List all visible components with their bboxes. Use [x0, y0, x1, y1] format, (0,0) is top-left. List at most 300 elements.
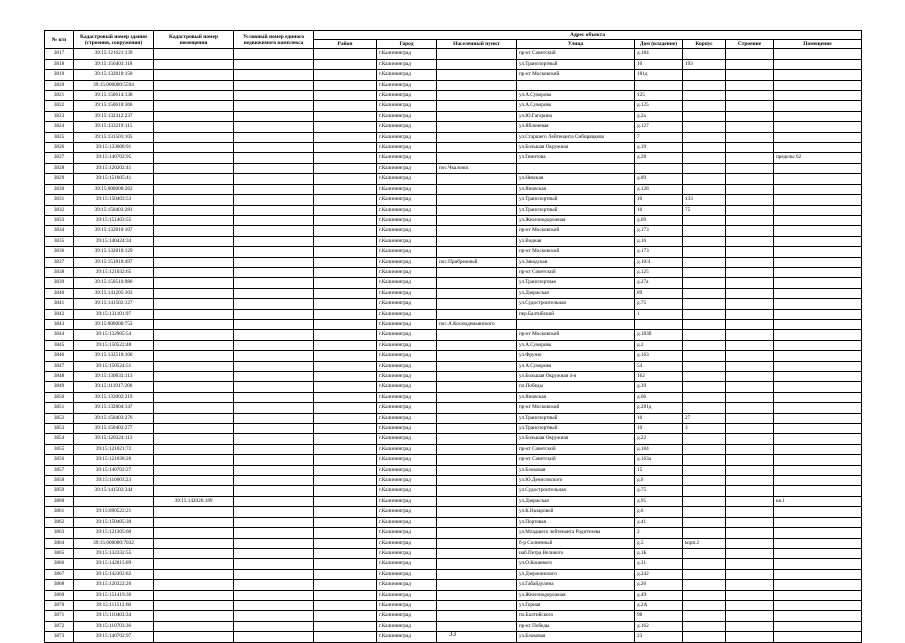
table-row	[45, 361, 862, 371]
korpus-cell	[683, 111, 726, 121]
building-cell	[726, 600, 774, 610]
building-cell	[726, 517, 774, 527]
building-cell	[726, 372, 774, 382]
settlement-cell	[437, 496, 517, 506]
region-cell	[314, 226, 377, 236]
building-cell	[726, 257, 774, 267]
korpus-cell	[683, 319, 726, 329]
room-cad-cell	[154, 143, 234, 153]
table-row	[45, 590, 862, 600]
settlement-cell	[437, 80, 517, 90]
room-cell	[774, 372, 862, 382]
table-row	[45, 455, 862, 465]
korpus-cell	[683, 340, 726, 350]
region-cell	[314, 351, 377, 361]
room-cell	[774, 444, 862, 454]
header-building-cad: Кадастровый номер здания (строения, сооружения)	[74, 31, 154, 49]
room-cell	[774, 288, 862, 298]
settlement-cell	[437, 340, 517, 350]
settlement-cell: пос.Прибрежный	[437, 257, 517, 267]
table-row	[45, 80, 862, 90]
city-cell: г.Калининград	[377, 309, 437, 319]
complex-num-cell	[234, 215, 314, 225]
row-num-cell: 3822	[45, 101, 74, 111]
room-cad-cell	[154, 538, 234, 548]
table-row	[45, 257, 862, 267]
region-cell	[314, 101, 377, 111]
street-cell: ул.Габайдулина	[517, 580, 635, 590]
settlement-cell	[437, 476, 517, 486]
row-num-cell: 3858	[45, 476, 74, 486]
street-cell: пр-кт Советский	[517, 49, 635, 59]
building-cell	[726, 538, 774, 548]
table-row	[45, 424, 862, 434]
settlement-cell	[437, 184, 517, 194]
street-cell: пер.Балтийский	[517, 309, 635, 319]
room-cell	[774, 476, 862, 486]
street-cell: ул.Водная	[517, 236, 635, 246]
street-cell: пр-кт Советский	[517, 267, 635, 277]
complex-num-cell	[234, 132, 314, 142]
house-cell: д.66	[635, 392, 683, 402]
building-cad-cell: 39:15:120322:26	[74, 580, 154, 590]
room-cad-cell	[154, 434, 234, 444]
region-cell	[314, 361, 377, 371]
building-cell	[726, 424, 774, 434]
city-cell: г.Калининград	[377, 153, 437, 163]
table-row	[45, 434, 862, 444]
table-row	[45, 153, 862, 163]
room-cad-cell	[154, 205, 234, 215]
settlement-cell	[437, 299, 517, 309]
row-num-cell: 3828	[45, 163, 74, 173]
room-cad-cell	[154, 517, 234, 527]
street-cell: ул.Блоковая	[517, 465, 635, 475]
house-cell: 89	[635, 288, 683, 298]
header-region: Район	[314, 40, 377, 49]
complex-num-cell	[234, 163, 314, 173]
street-cell: ул.А.Суворова	[517, 91, 635, 101]
building-cell	[726, 351, 774, 361]
korpus-cell	[683, 600, 726, 610]
row-num-cell: 3830	[45, 184, 74, 194]
table-row	[45, 288, 862, 298]
building-cad-cell: 39:15:140424:34	[74, 236, 154, 246]
room-cad-cell	[154, 465, 234, 475]
room-cell	[774, 413, 862, 423]
complex-num-cell	[234, 424, 314, 434]
settlement-cell	[437, 403, 517, 413]
region-cell	[314, 413, 377, 423]
table-row	[45, 143, 862, 153]
street-cell: ул.Невская	[517, 174, 635, 184]
city-cell: г.Калининград	[377, 559, 437, 569]
korpus-cell	[683, 590, 726, 600]
room-cell	[774, 278, 862, 288]
settlement-cell	[437, 392, 517, 402]
room-cad-cell	[154, 236, 234, 246]
settlement-cell	[437, 507, 517, 517]
region-cell	[314, 507, 377, 517]
room-cad-cell	[154, 226, 234, 236]
building-cad-cell: 39:15:000000:262	[74, 184, 154, 194]
room-cell	[774, 361, 862, 371]
settlement-cell	[437, 143, 517, 153]
city-cell: г.Калининград	[377, 424, 437, 434]
complex-num-cell	[234, 548, 314, 558]
city-cell: г.Калининград	[377, 184, 437, 194]
city-cell: г.Калининград	[377, 236, 437, 246]
region-cell	[314, 132, 377, 142]
settlement-cell	[437, 215, 517, 225]
region-cell	[314, 340, 377, 350]
building-cell	[726, 559, 774, 569]
header-complex: Условный номер единого недвижимого комплекса	[234, 31, 314, 49]
korpus-cell	[683, 91, 726, 101]
house-cell: 7	[635, 132, 683, 142]
building-cad-cell: 39:15:150614:138	[74, 91, 154, 101]
building-cad-cell: 39:15:150610:366	[74, 101, 154, 111]
building-cell	[726, 101, 774, 111]
region-cell	[314, 80, 377, 90]
building-cad-cell: 39:15:132905:54	[74, 330, 154, 340]
complex-num-cell	[234, 299, 314, 309]
table-row	[45, 538, 862, 548]
building-cell	[726, 309, 774, 319]
room-cad-cell	[154, 309, 234, 319]
room-cell	[774, 548, 862, 558]
street-cell: ул.Дзержская	[517, 496, 635, 506]
row-num-cell: 3841	[45, 299, 74, 309]
building-cell	[726, 476, 774, 486]
room-cad-cell	[154, 372, 234, 382]
house-cell: д.184	[635, 444, 683, 454]
table-row	[45, 247, 862, 257]
header-street: Улица	[517, 40, 635, 49]
row-num-cell: 3831	[45, 195, 74, 205]
room-cell	[774, 455, 862, 465]
house-cell: д.6	[635, 476, 683, 486]
room-cad-cell	[154, 163, 234, 173]
building-cell	[726, 382, 774, 392]
table-row	[45, 517, 862, 527]
house-cell: д.75	[635, 486, 683, 496]
street-cell: ул.Железнодорожная	[517, 590, 635, 600]
house-cell: д.19	[635, 143, 683, 153]
region-cell	[314, 486, 377, 496]
room-cell	[774, 205, 862, 215]
table-row	[45, 267, 862, 277]
building-cell	[726, 195, 774, 205]
house-cell: д.10/4	[635, 257, 683, 267]
table-row	[45, 496, 862, 506]
street-cell: ул.Старшего Лейтенанта Сибиряцкова	[517, 132, 635, 142]
header-korpus: Корпус	[683, 40, 726, 49]
building-cell	[726, 278, 774, 288]
building-cad-cell: 39:15:141502:344	[74, 486, 154, 496]
room-cell	[774, 122, 862, 132]
settlement-cell	[437, 101, 517, 111]
complex-num-cell	[234, 226, 314, 236]
table-row	[45, 340, 862, 350]
room-cell	[774, 465, 862, 475]
house-cell: д.2А	[635, 600, 683, 610]
room-cell	[774, 257, 862, 267]
building-cell	[726, 528, 774, 538]
korpus-cell	[683, 372, 726, 382]
region-cell	[314, 382, 377, 392]
room-cad-cell	[154, 319, 234, 329]
house-cell: д.5	[635, 538, 683, 548]
room-cell	[774, 330, 862, 340]
complex-num-cell	[234, 455, 314, 465]
region-cell	[314, 444, 377, 454]
korpus-cell	[683, 299, 726, 309]
city-cell: г.Калининград	[377, 70, 437, 80]
room-cad-cell	[154, 580, 234, 590]
complex-num-cell	[234, 476, 314, 486]
settlement-cell	[437, 247, 517, 257]
house-cell: д.31	[635, 559, 683, 569]
region-cell	[314, 278, 377, 288]
room-cell	[774, 569, 862, 579]
row-num-cell: 3873	[45, 632, 74, 642]
street-cell: ул.Яновская	[517, 184, 635, 194]
korpus-cell	[683, 486, 726, 496]
korpus-cell: 3	[683, 424, 726, 434]
house-cell: д.69	[635, 215, 683, 225]
house-cell	[635, 80, 683, 90]
korpus-cell	[683, 528, 726, 538]
house-cell: д.49	[635, 590, 683, 600]
header-settlement: Населенный пункт	[437, 40, 517, 49]
header-building: Строение	[726, 40, 774, 49]
settlement-cell	[437, 122, 517, 132]
korpus-cell	[683, 517, 726, 527]
street-cell: пр-кт Московский	[517, 247, 635, 257]
table-row	[45, 163, 862, 173]
room-cell	[774, 611, 862, 621]
room-cad-cell	[154, 476, 234, 486]
building-cell	[726, 580, 774, 590]
room-cell	[774, 340, 862, 350]
region-cell	[314, 559, 377, 569]
table-row	[45, 330, 862, 340]
room-cad-cell	[154, 590, 234, 600]
row-num-cell: 3856	[45, 455, 74, 465]
house-cell: д.281д	[635, 403, 683, 413]
street-cell	[517, 319, 635, 329]
registry-table	[44, 30, 862, 643]
region-cell	[314, 205, 377, 215]
building-cell	[726, 403, 774, 413]
building-cad-cell: 39:15:120202:41	[74, 163, 154, 173]
building-cell	[726, 122, 774, 132]
building-cell	[726, 548, 774, 558]
complex-num-cell	[234, 351, 314, 361]
house-cell: д.89	[635, 174, 683, 184]
table-row	[45, 91, 862, 101]
street-cell: ул.А.Суворова	[517, 361, 635, 371]
street-cell: наб.Петра Великого	[517, 548, 635, 558]
korpus-cell	[683, 496, 726, 506]
row-num-cell: 3852	[45, 413, 74, 423]
complex-num-cell	[234, 507, 314, 517]
room-cad-cell	[154, 91, 234, 101]
city-cell: г.Калининград	[377, 621, 437, 631]
table-row	[45, 215, 862, 225]
table-row	[45, 351, 862, 361]
room-cad-cell	[154, 351, 234, 361]
city-cell: г.Калининград	[377, 569, 437, 579]
street-cell: ул.Горная	[517, 600, 635, 610]
region-cell	[314, 236, 377, 246]
street-cell: ул.Заводская	[517, 257, 635, 267]
building-cad-cell	[74, 496, 154, 506]
building-cad-cell: 39:15:142302:82	[74, 569, 154, 579]
korpus-cell	[683, 257, 726, 267]
room-cell	[774, 132, 862, 142]
row-num-cell: 3829	[45, 174, 74, 184]
house-cell: 162	[635, 372, 683, 382]
complex-num-cell	[234, 486, 314, 496]
room-cell	[774, 580, 862, 590]
table-row	[45, 278, 862, 288]
settlement-cell	[437, 580, 517, 590]
house-cell: д.163а	[635, 455, 683, 465]
row-num-cell: 3838	[45, 267, 74, 277]
street-cell: пр-кт Московский	[517, 70, 635, 80]
complex-num-cell	[234, 91, 314, 101]
street-cell: ул.Ю.Денисовского	[517, 476, 635, 486]
building-cell	[726, 59, 774, 69]
room-cad-cell	[154, 611, 234, 621]
settlement-cell	[437, 226, 517, 236]
row-num-cell: 3846	[45, 351, 74, 361]
row-num-cell: 3849	[45, 382, 74, 392]
building-cell	[726, 288, 774, 298]
building-cad-cell: 39:15:150524:51	[74, 361, 154, 371]
house-cell: д.128	[635, 184, 683, 194]
table-row	[45, 580, 862, 590]
korpus-cell: 75	[683, 205, 726, 215]
street-cell: ул.Блоковая	[517, 632, 635, 642]
house-cell: 125	[635, 91, 683, 101]
street-cell: ул.Большая Окружная	[517, 434, 635, 444]
complex-num-cell	[234, 247, 314, 257]
complex-num-cell	[234, 288, 314, 298]
city-cell: г.Калининград	[377, 101, 437, 111]
street-cell: ул.А.Суворова	[517, 101, 635, 111]
region-cell	[314, 496, 377, 506]
city-cell: г.Калининград	[377, 528, 437, 538]
row-num-cell: 3837	[45, 257, 74, 267]
street-cell: ул.Портовая	[517, 517, 635, 527]
city-cell: г.Калининград	[377, 392, 437, 402]
street-cell: ул.Транспортная	[517, 278, 635, 288]
row-num-cell: 3863	[45, 528, 74, 538]
region-cell	[314, 319, 377, 329]
street-cell: ул.А.Суворова	[517, 340, 635, 350]
korpus-cell	[683, 278, 726, 288]
room-cell	[774, 184, 862, 194]
street-cell: ул.Гвинтова	[517, 153, 635, 163]
region-cell	[314, 143, 377, 153]
building-cell	[726, 143, 774, 153]
house-cell: д.162	[635, 621, 683, 631]
city-cell: г.Калининград	[377, 59, 437, 69]
row-num-cell: 3833	[45, 215, 74, 225]
row-num-cell: 3867	[45, 569, 74, 579]
settlement-cell	[437, 267, 517, 277]
complex-num-cell	[234, 590, 314, 600]
room-cad-cell	[154, 49, 234, 59]
room-cell: пределы 02	[774, 153, 862, 163]
room-cad-cell	[154, 486, 234, 496]
city-cell: г.Калининград	[377, 444, 437, 454]
region-cell	[314, 455, 377, 465]
house-cell: 98	[635, 611, 683, 621]
room-cell	[774, 70, 862, 80]
region-cell	[314, 580, 377, 590]
korpus-cell: 27	[683, 413, 726, 423]
room-cad-cell	[154, 215, 234, 225]
region-cell	[314, 465, 377, 475]
settlement-cell	[437, 486, 517, 496]
city-cell: г.Калининград	[377, 111, 437, 121]
house-cell: д.2а	[635, 111, 683, 121]
building-cad-cell: 39:15:090522:21	[74, 507, 154, 517]
building-cad-cell: 39:15:000000:7032	[74, 538, 154, 548]
city-cell: г.Калининград	[377, 580, 437, 590]
table-row	[45, 611, 862, 621]
city-cell: г.Калининград	[377, 122, 437, 132]
complex-num-cell	[234, 309, 314, 319]
table-row	[45, 465, 862, 475]
complex-num-cell	[234, 403, 314, 413]
room-cell	[774, 101, 862, 111]
room-cell	[774, 403, 862, 413]
region-cell	[314, 49, 377, 59]
building-cad-cell: 39:15:141502:127	[74, 299, 154, 309]
building-cad-cell: 39:15:142015:89	[74, 559, 154, 569]
room-cad-cell	[154, 132, 234, 142]
row-num-cell: 3866	[45, 559, 74, 569]
room-cell	[774, 319, 862, 329]
complex-num-cell	[234, 319, 314, 329]
city-cell: г.Калининград	[377, 163, 437, 173]
settlement-cell	[437, 236, 517, 246]
korpus-cell	[683, 267, 726, 277]
room-cell	[774, 163, 862, 173]
region-cell	[314, 299, 377, 309]
city-cell: г.Калининград	[377, 319, 437, 329]
header-num: № п/п	[45, 31, 74, 49]
korpus-cell	[683, 288, 726, 298]
room-cad-cell	[154, 122, 234, 132]
street-cell: ул.Фрунзе	[517, 351, 635, 361]
house-cell: д.95	[635, 496, 683, 506]
street-cell: пр-кт Советский	[517, 455, 635, 465]
settlement-cell	[437, 153, 517, 163]
room-cad-cell	[154, 111, 234, 121]
korpus-cell	[683, 465, 726, 475]
room-cad-cell	[154, 507, 234, 517]
settlement-cell	[437, 413, 517, 423]
building-cad-cell: 39:15:150516:980	[74, 278, 154, 288]
street-cell: ул.Дзержинского	[517, 569, 635, 579]
region-cell	[314, 600, 377, 610]
